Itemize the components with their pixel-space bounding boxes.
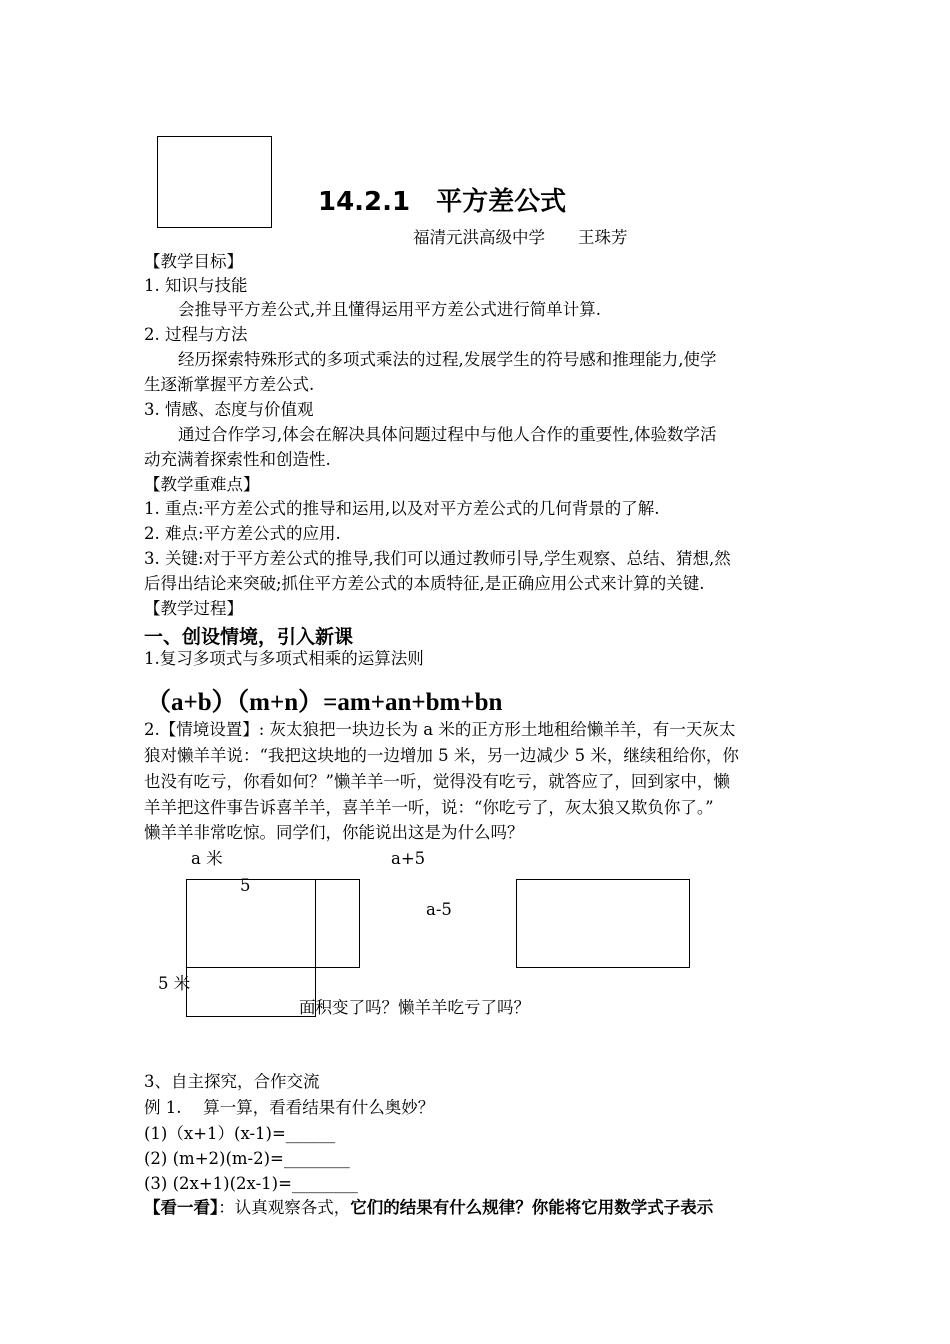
author-line: 福清元洪高级中学 王珠芳 (413, 228, 628, 247)
keypoint-2: 2. 难点:平方差公式的应用. (144, 524, 341, 543)
square-field (186, 879, 360, 968)
question-1: (1)（x+1）(x-1)=______ (144, 1124, 336, 1143)
section-1-heading: 一、创设情境，引入新课 (144, 626, 354, 648)
label-5-top: 5 (240, 876, 251, 895)
scenario-line-5: 懒羊羊非常吃惊。同学们，你能说出这是为什么吗？ (144, 823, 524, 842)
keypoint-1: 1. 重点:平方差公式的推导和运用,以及对平方差公式的几何背景的了解. (144, 499, 660, 518)
new-rectangle-field (516, 879, 690, 968)
explore-heading: 3、自主探究，合作交流 (144, 1072, 320, 1091)
observe-text: ：认真观察各式， (218, 1198, 351, 1217)
goal-3-text-line2: 动充满着探索性和创造性. (144, 450, 331, 469)
keypoint-3-line1: 3. 关键:对于平方差公式的推导,我们可以通过教师引导,学生观察、总结、猜想,然 (144, 549, 731, 568)
expansion-formula: （a+b）（m+n）=am+an+bm+bn (146, 689, 503, 716)
review-line: 1.复习多项式与多项式相乘的运算法则 (144, 649, 424, 668)
goal-2-text-line1: 经历探索特殊形式的多项式乘法的过程,发展学生的符号感和推理能力,使学 (178, 350, 717, 369)
goal-3-text-line1: 通过合作学习,体会在解决具体问题过程中与他人合作的重要性,体验数学活 (178, 425, 717, 444)
scenario-line-4: 羊羊把这件事告诉喜羊羊，喜羊羊一听，说：“你吃亏了，灰太狼又欺负你了。” (144, 798, 714, 817)
label-5-left: 5 米 (158, 974, 191, 993)
example-1: 例 1. 算一算，看看结果有什么奥妙？ (144, 1098, 435, 1117)
question-2: (2) (m+2)(m-2)=________ (144, 1149, 350, 1168)
figure-question: 面积变了吗？懒羊羊吃亏了吗？ (299, 998, 530, 1017)
goal-2-title: 2. 过程与方法 (144, 325, 248, 344)
keypoints-heading: 【教学重难点】 (144, 475, 260, 494)
question-3: (3) (2x+1)(2x-1)=________ (144, 1174, 358, 1193)
label-a-meters: a 米 (191, 849, 223, 868)
goal-3-title: 3. 情感、态度与价值观 (144, 400, 314, 419)
process-heading: 【教学过程】 (144, 599, 243, 618)
observe-line (144, 1198, 713, 1218)
page-title: 14.2.1 平方差公式 (318, 187, 567, 217)
goal-1-text: 会推导平方差公式,并且懂得运用平方差公式进行简单计算. (178, 300, 601, 319)
keypoint-3-line2: 后得出结论来突破;抓住平方差公式的本质特征,是正确应用公式来计算的关键. (144, 574, 705, 593)
strip-bottom (186, 967, 316, 1017)
scenario-line-2: 狼对懒羊羊说：“我把这块地的一边增加 5 米，另一边减少 5 米，继续租给你，你 (144, 746, 739, 765)
label-a-plus-5: a+5 (391, 849, 426, 868)
goal-2-text-line2: 生逐渐掌握平方差公式. (144, 375, 315, 394)
scenario-line-1: 2.【情境设置】: 灰太狼把一块边长为 a 米的正方形土地租给懒羊羊，有一天灰太 (144, 720, 736, 739)
empty-frame (157, 136, 272, 228)
goal-1-title: 1. 知识与技能 (144, 276, 248, 295)
observe-question: 它们的结果有什么规律？你能将它用数学式子表示 (350, 1198, 714, 1217)
observe-label: 【看一看】 (144, 1198, 219, 1217)
goals-heading: 【教学目标】 (144, 252, 243, 271)
scenario-line-3: 也没有吃亏，你看如何？”懒羊羊一听，觉得没有吃亏，就答应了，回到家中，懒 (144, 772, 730, 791)
label-a-minus-5: a-5 (426, 900, 452, 919)
